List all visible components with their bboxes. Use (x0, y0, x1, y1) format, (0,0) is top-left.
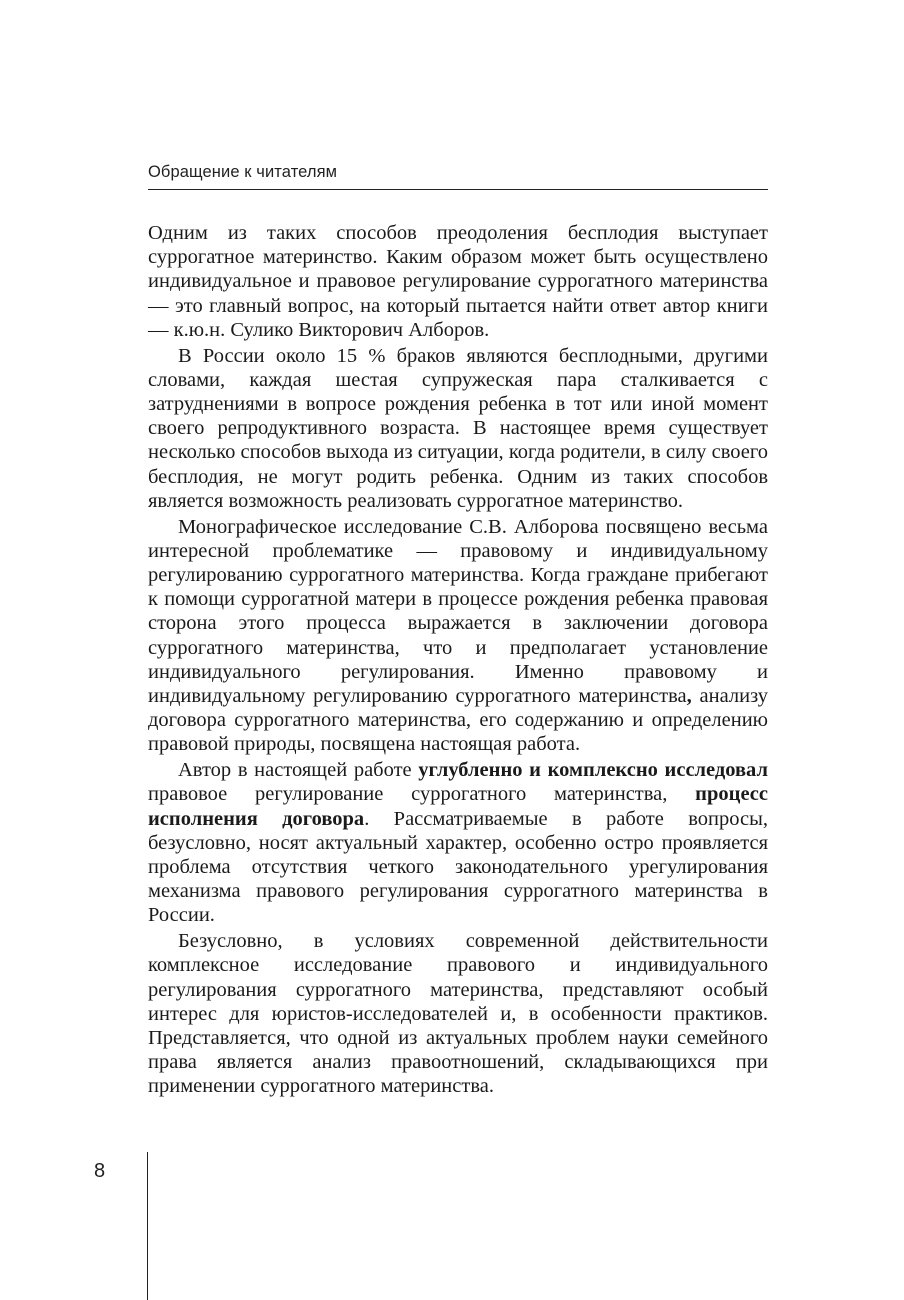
paragraph-4 (148, 758, 768, 927)
paragraph-5 (148, 929, 768, 1098)
paragraph-4-text-b: правовое регулирование суррогатного материнства, (148, 783, 696, 806)
paragraph-4-text-c: . Рассматриваемые в работе вопросы, безусловно, носят актуальный характер, особенно остро проявляется проблема отсутствия четкого законодательного урегулирования механизма правового регулирования суррогатного материнства в России. (148, 807, 768, 927)
paragraph-4-bold-b: процесс исполнения договора (148, 783, 768, 830)
paragraph-4-bold-a: углубленно и комплексно исследовал (418, 759, 768, 782)
paragraph-3 (148, 515, 768, 757)
paragraph-5-text: Безусловно, в условиях современной действительности комплексное исследование правового и индивидуального регулирования суррогатного материнства, представляют особый интерес для юристов-исследователей и, в особенности практиков. Представляется, что одной из актуальных проблем науки семейного права является анализ правоотношений, складывающихся при применении суррогатного материнства. (148, 930, 768, 1098)
paragraph-2-text: В России около 15 % браков являются бесплодными, другими словами, каждая шестая супружеская пара сталкивается с затруднениями в вопросе рождения ребенка в тот или иной момент своего репродуктивного возраста. В настоящее время существует несколько способов выхода из ситуации, когда родители, в силу своего бесплодия, не могут родить ребенка. Одним из таких способов является возможность реализовать суррогатное материнство. (148, 344, 768, 512)
page-number: 8 (94, 1160, 106, 1182)
paragraph-3-text-a: Монографическое исследование С.В. Алборова посвящено весьма интересной проблематике — правовому и индивидуальному регулированию суррогатного материнства. Когда граждане прибегают к помощи суррогатной матери в процессе рождения ребенка правовая сторона этого процесса выражается в заключении договора суррогатного материнства, что и предполагает установление индивидуального регулирования. Именно правовому и индивидуальному регулированию суррогатного материнства (148, 515, 768, 708)
margin-rule (147, 1152, 148, 1300)
paragraph-1-text: Одним из таких способов преодоления бесплодия выступает суррогатное материнство. Каким образом может быть осуществлено индивидуальное и правовое регулирование суррогатного материнства — это главный вопрос, на который пытается найти ответ автор книги — к.ю.н. Сулико Викторович Алборов. (148, 222, 768, 341)
running-head: Обращение к читателям (148, 163, 338, 181)
header-rule (148, 189, 768, 190)
paragraph-3-bold-comma: , (686, 685, 692, 708)
paragraph-4-text-a: Автор в настоящей работе (178, 759, 419, 782)
paragraph-2 (148, 344, 768, 513)
paragraph-3-text-b: анализу договора суррогатного материнства, его содержанию и определению правовой природы, посвящена настоящая работа. (148, 685, 769, 756)
body-text (148, 221, 768, 1100)
paragraph-1 (148, 221, 768, 342)
